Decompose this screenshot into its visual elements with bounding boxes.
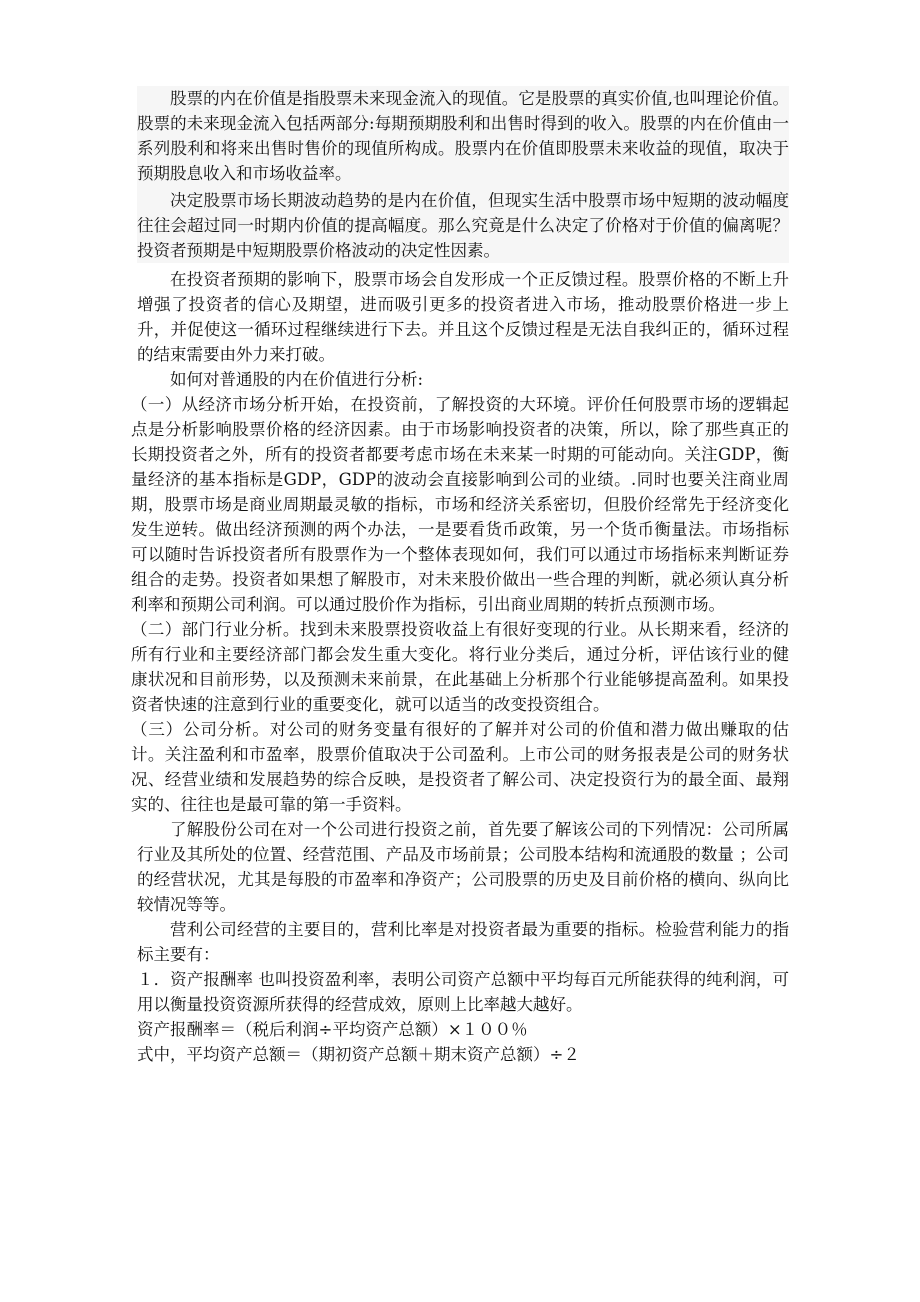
paragraph-economic-analysis: （一）从经济市场分析开始，在投资前，了解投资的大环境。评价任何股票市场的逻辑起点是分析影响股票价格的经济因素。由于市场影响投资者的决策，所以，除了那些真正的长期投资者之外，所有的投资者都要考虑市场在未来某一时期的可能动向。关注GDP，衡量经济的基本指标是GDP，GDP的波动会直接影响到公司的业绩。.同时也要关注商业周期，股票市场是商业周期最灵敏的指标，市场和经济关系密切，但股价经常先于经济变化发生逆转。做出经济预测的两个办法，一是要看货币政策，另一个货币衡量法。市场指标可以随时告诉投资者所有股票作为一个整体表现如何，我们可以通过市场指标来判断证券组合的走势。投资者如果想了解股市，对未来股价做出一些合理的判断，就必须认真分析利率和预期公司利润。可以通过股价作为指标，引出商业周期的转折点预测市场。 xyxy=(131,395,789,614)
formula-return-on-assets: 资产报酬率＝（税后利润÷平均资产总额）×１００％ xyxy=(137,1020,528,1039)
paragraph-analysis-intro: 如何对普通股的内在价值进行分析: xyxy=(170,370,424,389)
paragraph-intrinsic-value-definition: 股票的内在价值是指股票未来现金流入的现值。它是股票的真实价值,也叫理论价值。股票的未来现金流入包括两部分:每期预期股利和出售时得到的收入。股票的内在价值由一系列股利和将来出售时售价的现值所构成。股票内在价值即股票未来收益的现值，取决于预期股息收入和市场收益率。 xyxy=(137,89,789,183)
paragraph-profitability-intro: 营利公司经营的主要目的，营利比率是对投资者最为重要的指标。检验营利能力的指标主要有： xyxy=(137,920,789,964)
highlighted-block xyxy=(137,86,789,263)
document-page xyxy=(131,86,789,1067)
paragraph-return-on-assets: １．资产报酬率 也叫投资盈利率，表明公司资产总额中平均每百元所能获得的纯利润，可用以衡量投资资源所获得的经营成效，原则上比率越大越好。 xyxy=(137,970,789,1014)
paragraph-understand-company: 了解股份公司在对一个公司进行投资之前，首先要了解该公司的下列情况：公司所属行业及其所处的位置、经营范围、产品及市场前景；公司股本结构和流通股的数量 ；公司的经营状况，尤其是每股的市盈率和净资产；公司股票的历史及目前价格的横向、纵向比较情况等等。 xyxy=(137,820,789,914)
formula-average-total-assets: 式中，平均资产总额＝（期初资产总额＋期末资产总额）÷２ xyxy=(137,1045,580,1064)
paragraph-market-fluctuation: 决定股票市场长期波动趋势的是内在价值，但现实生活中股票市场中短期的波动幅度往往会超过同一时期内价值的提高幅度。那么究竟是什么决定了价格对于价值的偏离呢？投资者预期是中短期股票价格波动的决定性因素。 xyxy=(137,191,789,260)
paragraph-positive-feedback: 在投资者预期的影响下，股票市场会自发形成一个正反馈过程。股票价格的不断上升增强了投资者的信心及期望，进而吸引更多的投资者进入市场，推动股票价格进一步上升，并促使这一循环过程继续进行下去。并且这个反馈过程是无法自我纠正的，循环过程的结束需要由外力来打破。 xyxy=(137,270,789,364)
paragraph-company-analysis: （三）公司分析。对公司的财务变量有很好的了解并对公司的价值和潜力做出赚取的估计。关注盈利和市盈率，股票价值取决于公司盈利。上市公司的财务报表是公司的财务状况、经营业绩和发展趋势的综合反映，是投资者了解公司、决定投资行为的最全面、最翔实的、往往也是最可靠的第一手资料。 xyxy=(131,720,789,814)
paragraph-industry-analysis: （二）部门行业分析。找到未来股票投资收益上有很好变现的行业。从长期来看，经济的所有行业和主要经济部门都会发生重大变化。将行业分类后，通过分析，评估该行业的健康状况和目前形势，以及预测未来前景，在此基础上分析那个行业能够提高盈利。如果投资者快速的注意到行业的重要变化，就可以适当的改变投资组合。 xyxy=(131,620,789,714)
